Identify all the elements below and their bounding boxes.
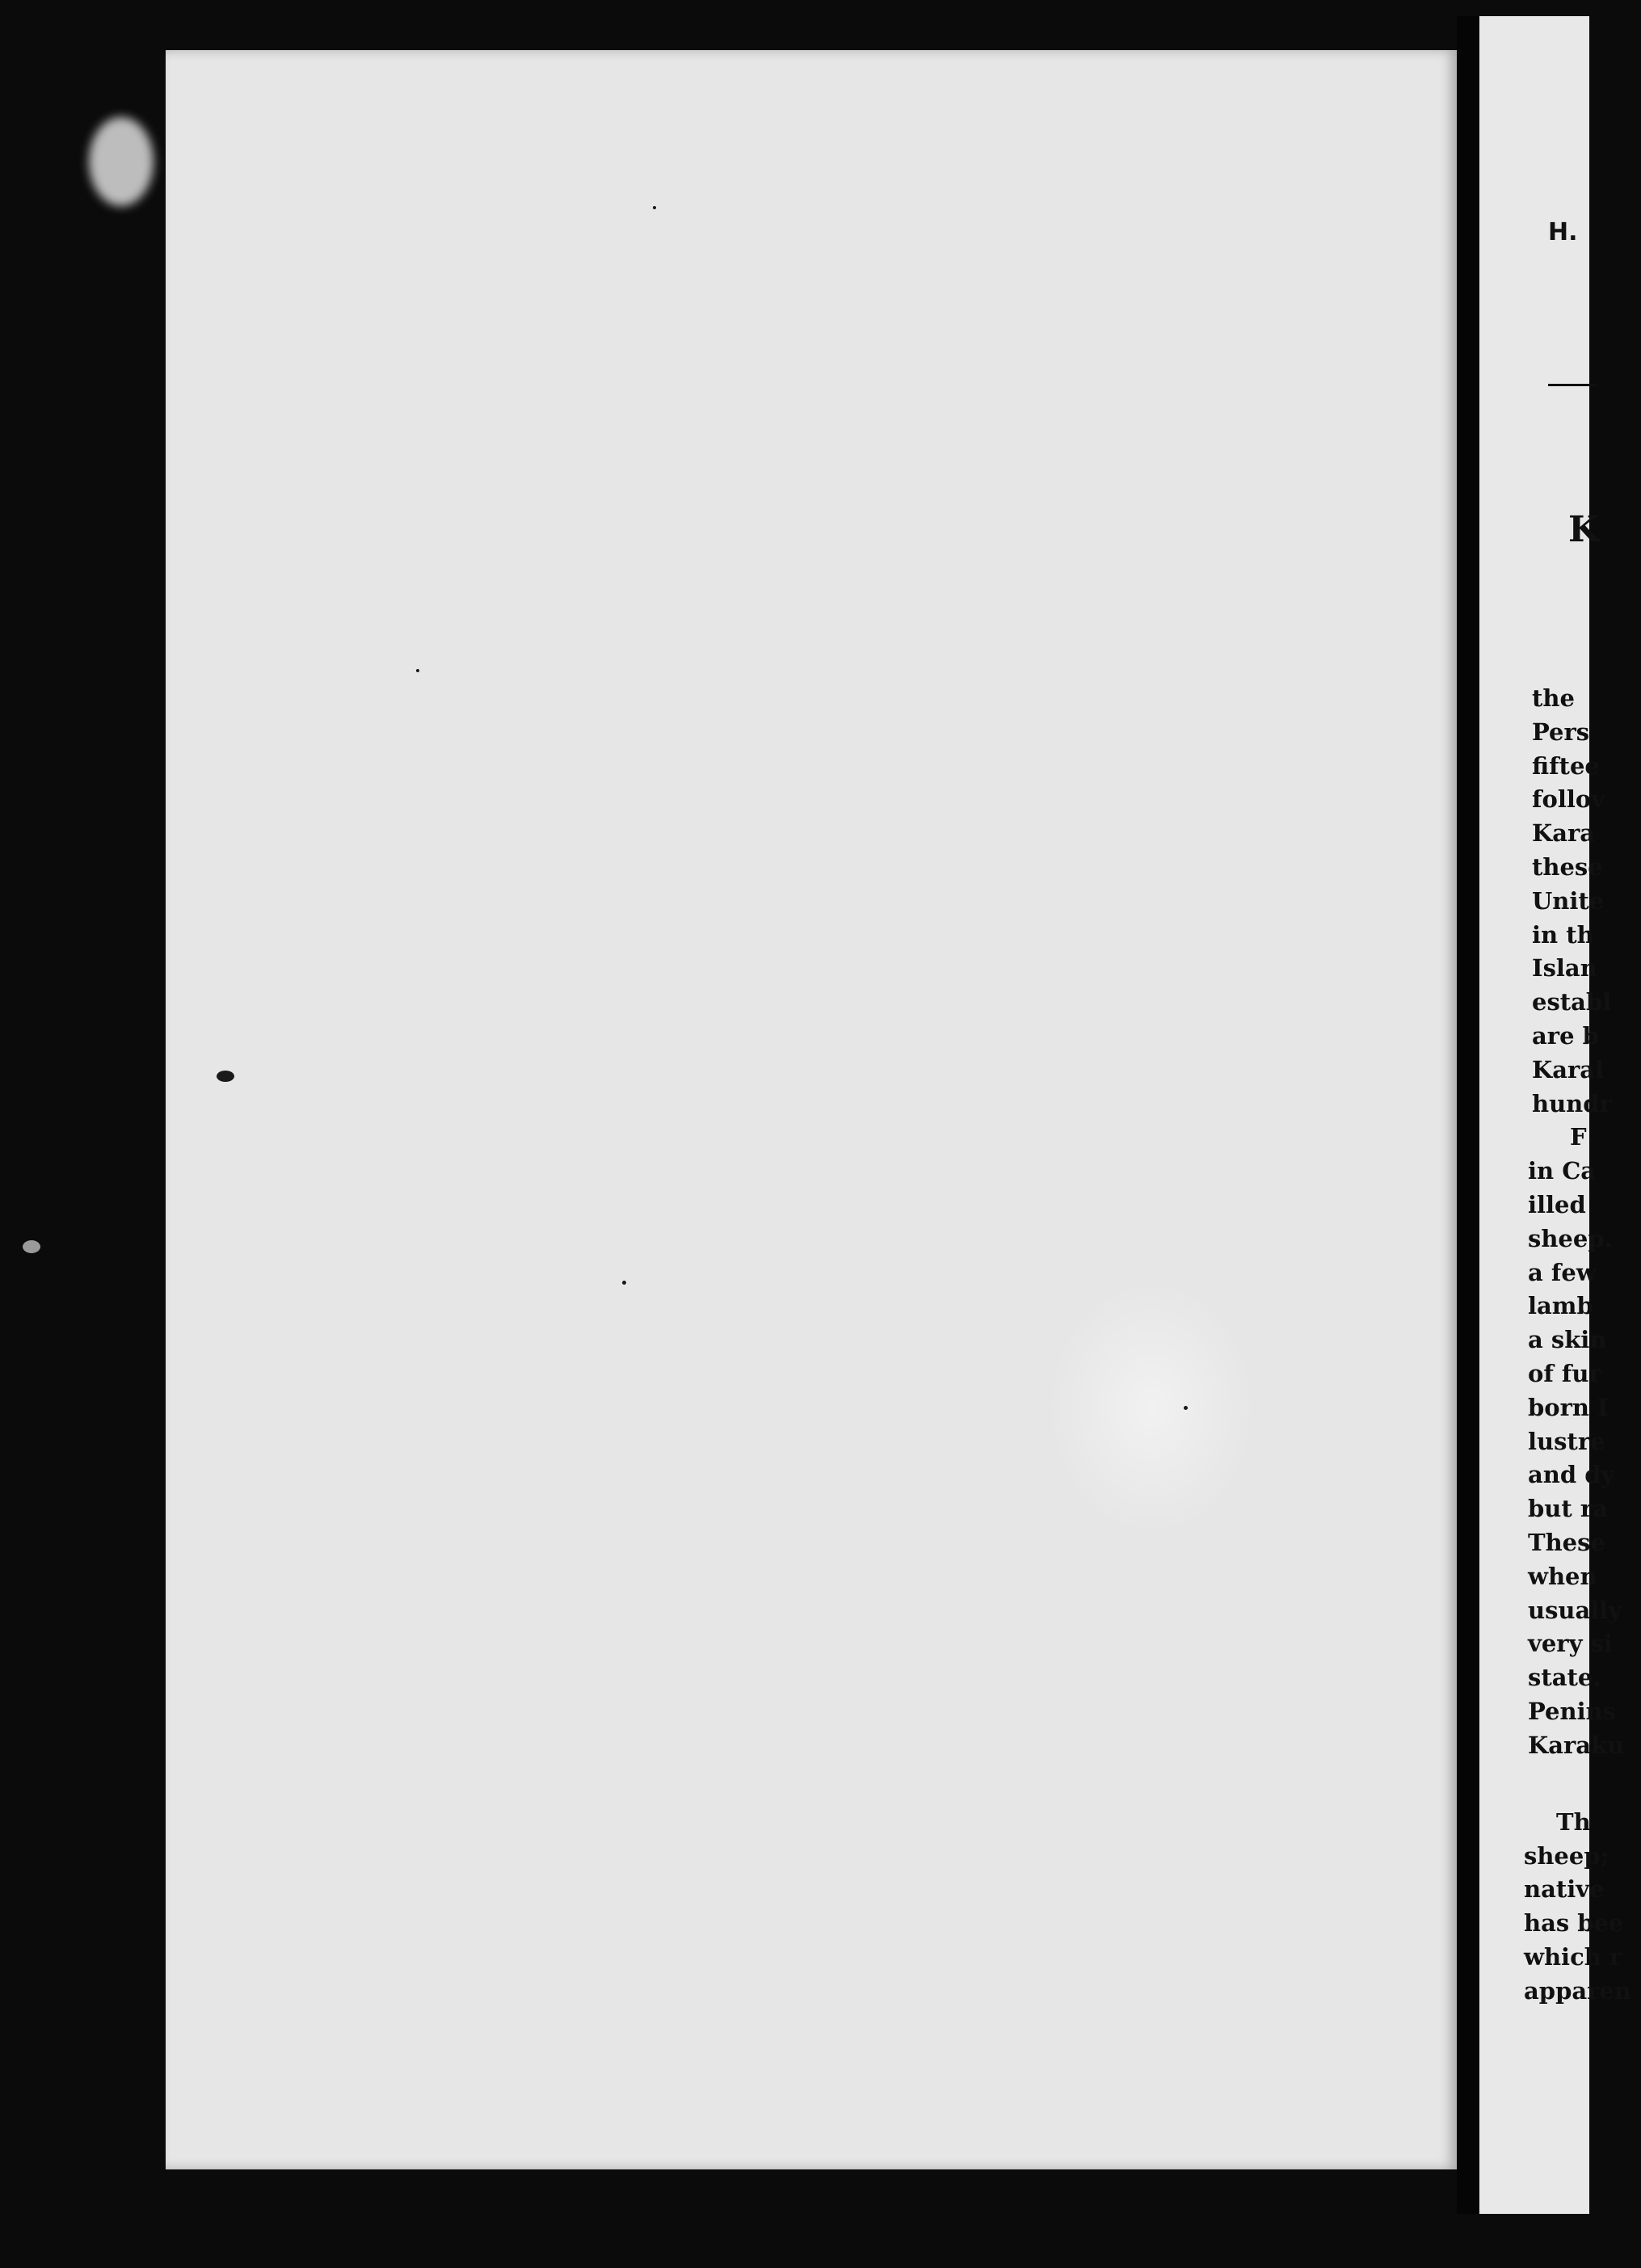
text-fragment: a skin	[1528, 1326, 1607, 1354]
text-fragment: Karaku	[1528, 1731, 1625, 1759]
text-fragment: are b	[1532, 1022, 1599, 1050]
text-fragment: in th	[1532, 920, 1594, 949]
ink-blot	[217, 1071, 234, 1082]
text-fragment: and dy	[1528, 1461, 1615, 1489]
text-fragment: has bee	[1524, 1909, 1624, 1938]
text-fragment: Kara	[1532, 819, 1596, 848]
text-fragment: the	[1532, 684, 1575, 712]
text-fragment: illed	[1528, 1191, 1586, 1218]
book-gutter	[1457, 16, 1479, 2214]
text-fragment: native	[1524, 1875, 1605, 1904]
author-initial: H.	[1548, 218, 1578, 246]
text-fragment: of fur	[1528, 1360, 1601, 1387]
text-fragment: Th	[1556, 1807, 1591, 1836]
text-fragment: Islan	[1532, 954, 1597, 983]
text-fragment: usually	[1528, 1596, 1622, 1624]
text-fragment: when	[1528, 1562, 1597, 1590]
text-fragment: a few	[1528, 1258, 1597, 1286]
text-fragment: very si	[1528, 1630, 1613, 1658]
text-fragment: Karal	[1532, 1055, 1605, 1084]
text-fragment: state.	[1528, 1664, 1601, 1692]
text-fragment: These	[1528, 1529, 1605, 1556]
header-rule	[1548, 384, 1597, 386]
text-fragment: apparen	[1524, 1976, 1631, 2005]
text-fragment: which r	[1524, 1943, 1622, 1971]
text-fragment: hundr	[1532, 1089, 1612, 1117]
text-fragment: follov	[1532, 785, 1605, 814]
ink-blot	[23, 1240, 40, 1253]
ink-speck	[1184, 1406, 1188, 1410]
text-fragment: lamb	[1528, 1292, 1593, 1320]
blank-left-page	[166, 50, 1457, 2169]
text-fragment: Unite	[1532, 886, 1605, 915]
text-fragment: born I	[1528, 1393, 1609, 1421]
ink-speck	[622, 1281, 626, 1285]
ink-speck	[416, 669, 419, 672]
text-fragment: in Ca	[1528, 1157, 1597, 1185]
text-fragment: sheep.	[1528, 1224, 1613, 1252]
text-fragment: establ	[1532, 988, 1612, 1016]
text-fragment: lustre	[1528, 1427, 1605, 1455]
right-text-page	[1479, 16, 1631, 2214]
title-letter: K	[1568, 509, 1600, 550]
text-fragment: Penins	[1528, 1698, 1616, 1725]
text-fragment: sheep;	[1524, 1841, 1609, 1870]
text-fragment: fiftee	[1532, 751, 1600, 780]
light-glare	[1046, 1278, 1256, 1537]
text-fragment: F	[1570, 1123, 1587, 1151]
text-fragment: Pers	[1532, 717, 1590, 746]
text-fragment: but ra	[1528, 1495, 1608, 1523]
ink-speck	[653, 206, 656, 209]
page-edge-smudge	[89, 117, 154, 206]
text-fragment: these	[1532, 853, 1603, 881]
